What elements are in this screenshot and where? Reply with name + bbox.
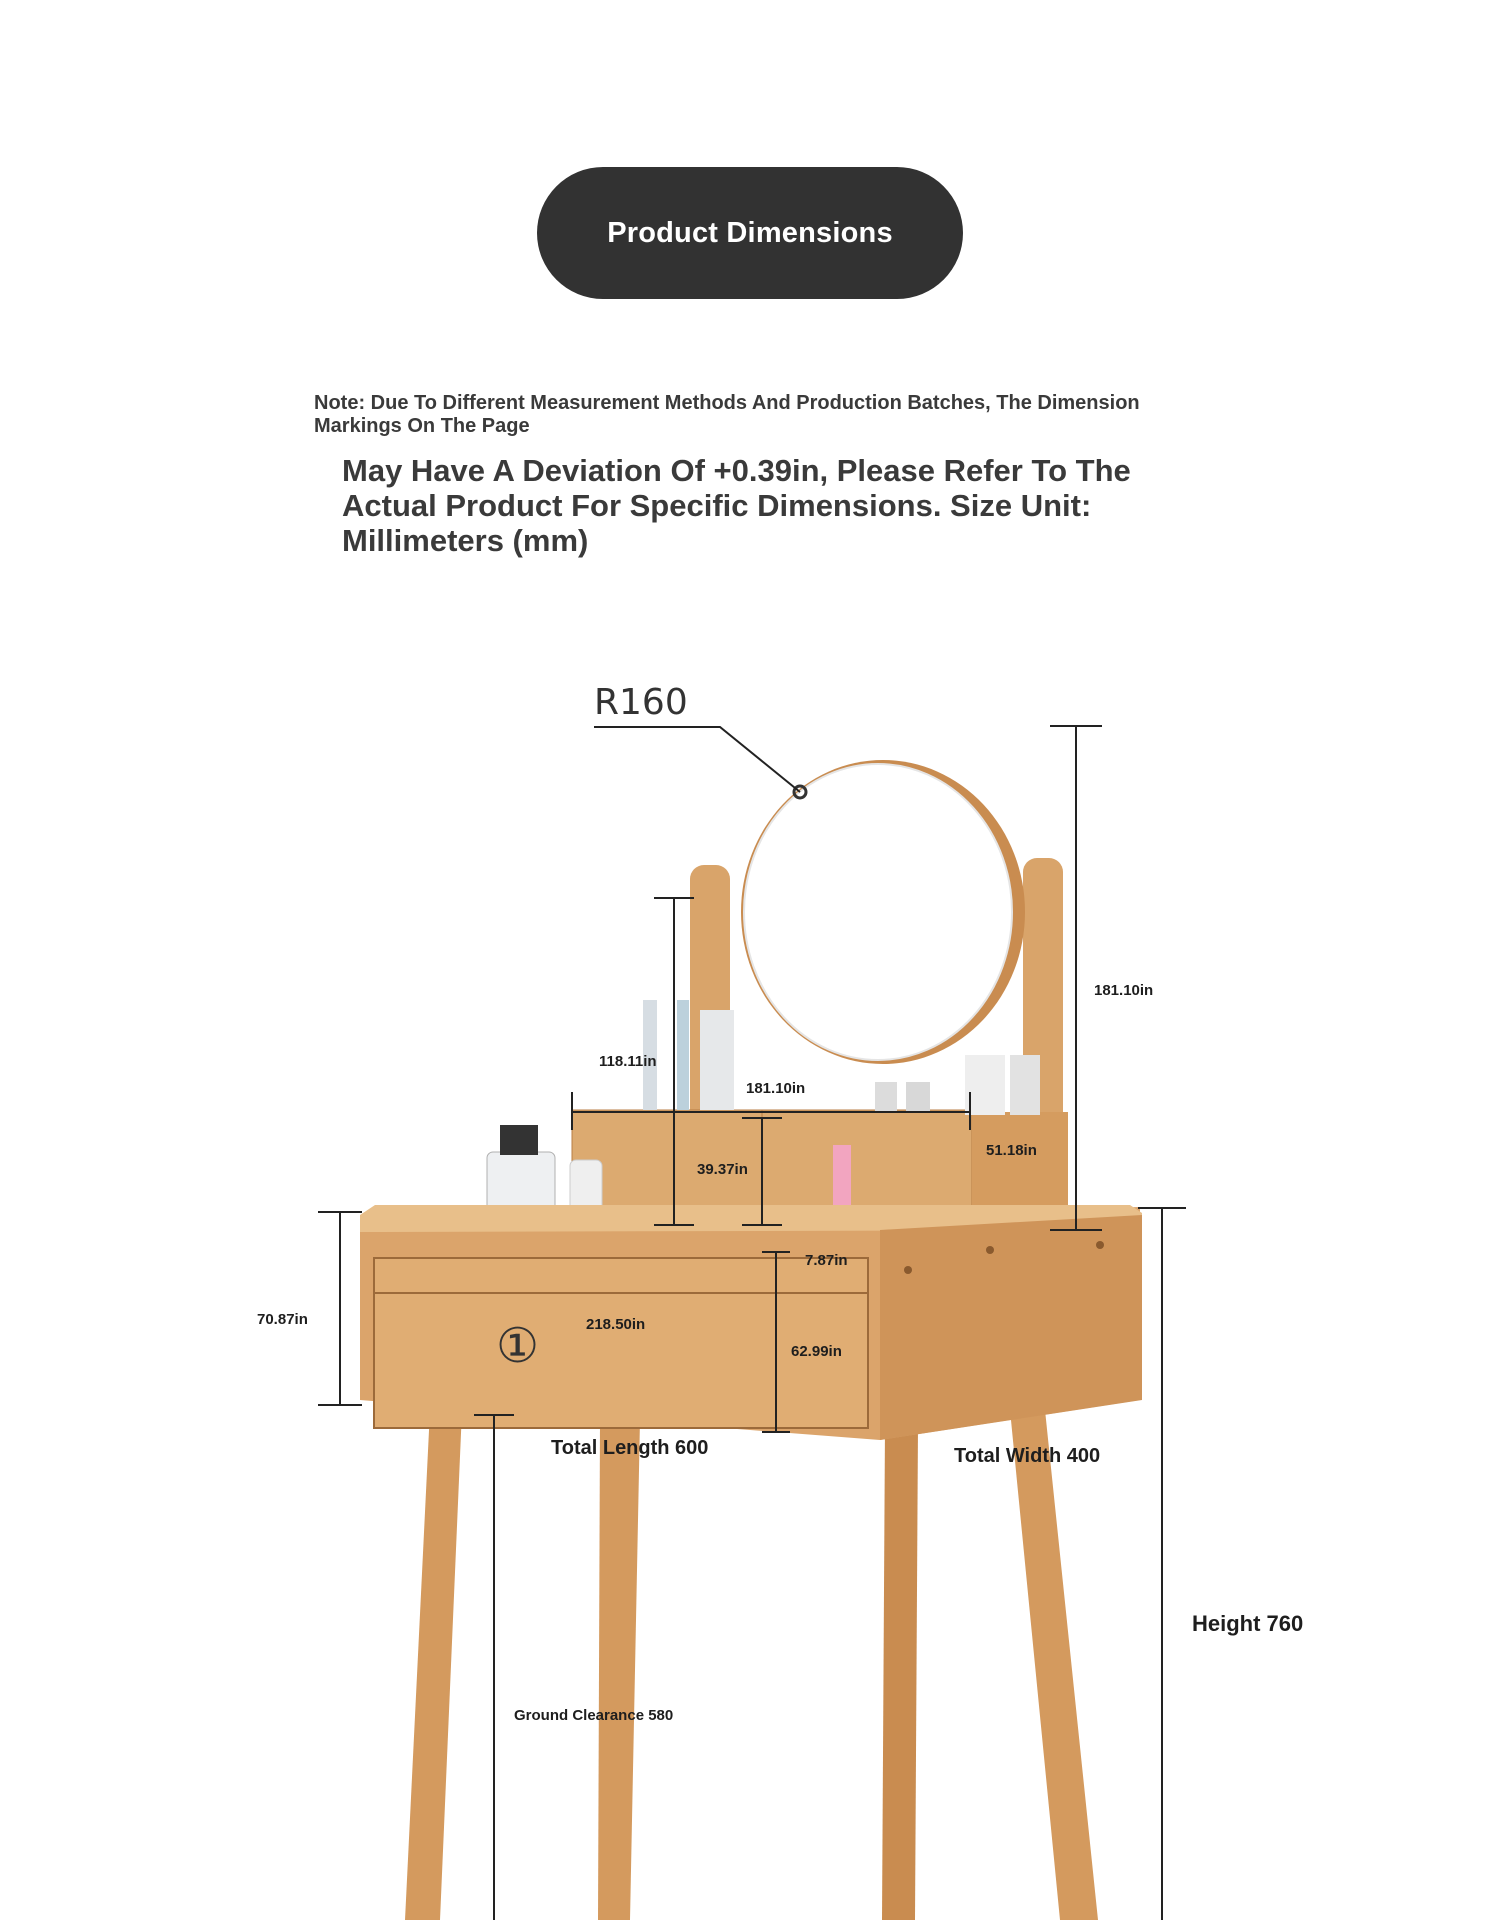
table-body (360, 1205, 1142, 1440)
note-line-2: May Have A Deviation Of +0.39in, Please Refer To The Actual Product For Specific Dimensions. Size Unit: Millimeters (mm) (342, 453, 1131, 558)
dim-mirror-height: 181.10in (1094, 982, 1154, 999)
dim-left-height: 70.87in (257, 1311, 308, 1328)
dim-organizer-length: 181.10in (746, 1080, 806, 1097)
dim-top-edge: 7.87in (805, 1252, 848, 1269)
dim-drawer-height: 62.99in (791, 1343, 842, 1360)
dim-upright-height: 118.11in (599, 1053, 657, 1070)
legs (405, 1410, 1101, 1920)
dim-height: Height 760 (1192, 1611, 1304, 1636)
drawer-number: ① (496, 1320, 540, 1373)
round-mirror (741, 760, 1025, 1064)
dim-organizer-depth: 51.18in (986, 1142, 1037, 1159)
note-line-1: Note: Due To Different Measurement Methods And Production Batches, The Dimension Markings On The Page (314, 392, 1140, 437)
dim-ground-clearance: Ground Clearance 580 (514, 1707, 674, 1724)
dim-organizer-height: 39.37in (697, 1161, 748, 1178)
dim-total-width: Total Width 400 (954, 1445, 1101, 1467)
section-title: Product Dimensions (607, 216, 893, 249)
dim-total-length: Total Length 600 (551, 1437, 709, 1459)
radius-label: R160 (594, 682, 688, 723)
dim-drawer-length: 218.50in (586, 1316, 646, 1333)
